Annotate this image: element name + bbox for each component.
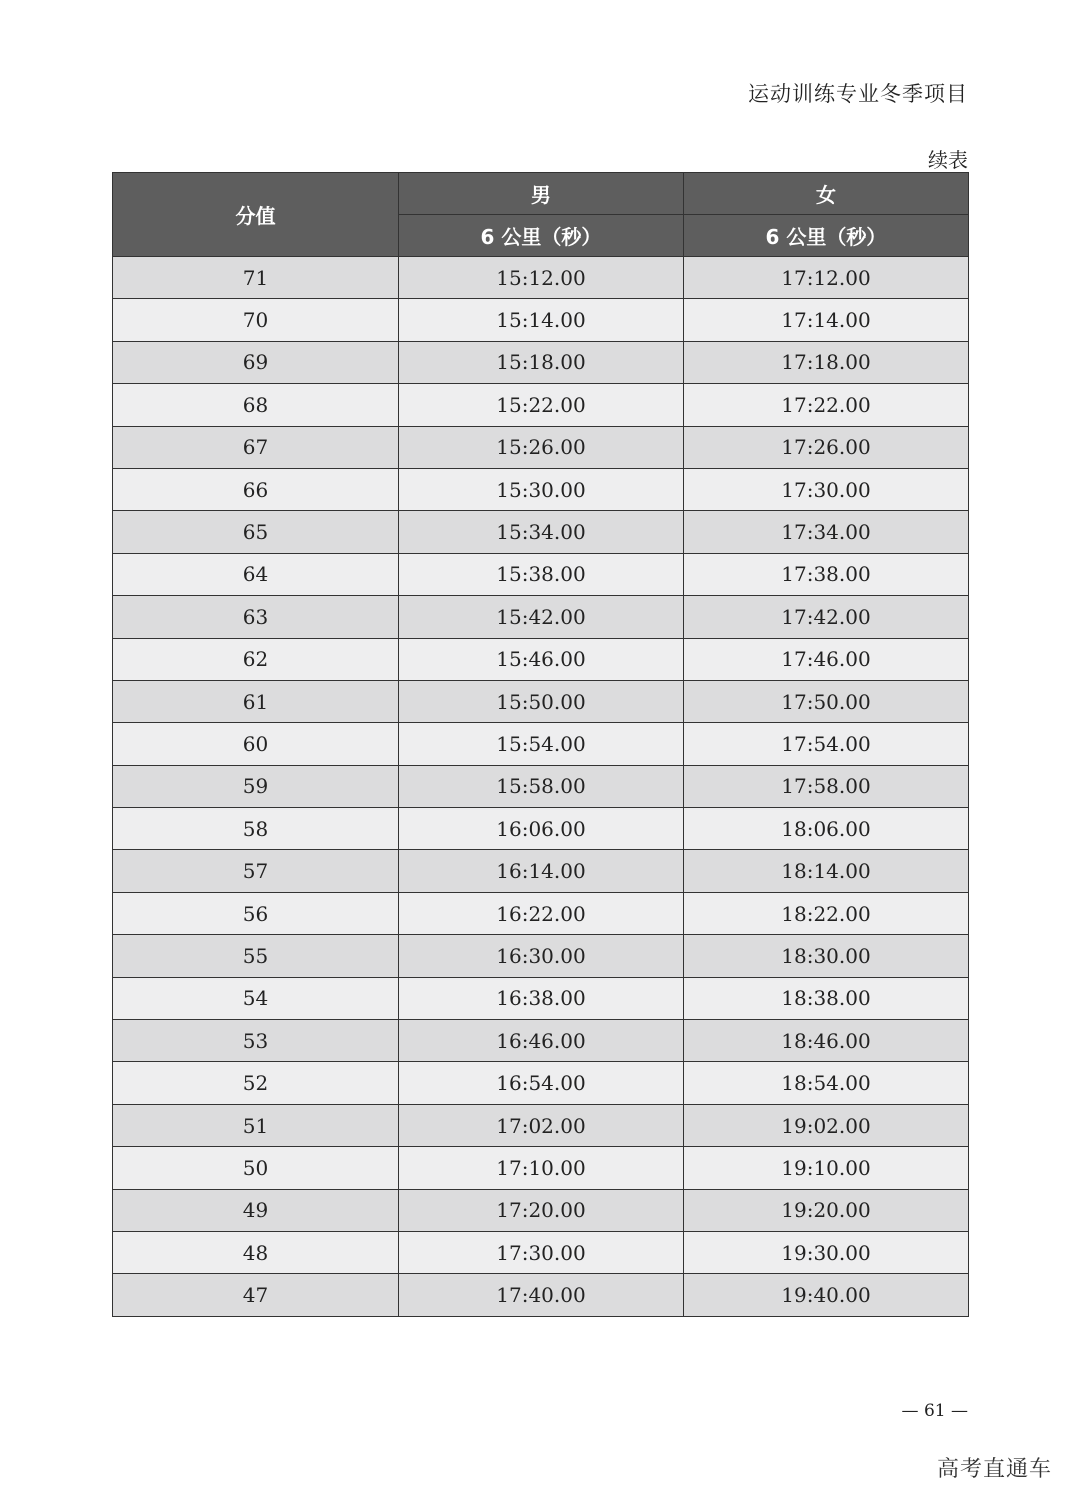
cell-score: 51 xyxy=(113,1104,399,1146)
cell-male-time: 15:12.00 xyxy=(399,257,684,299)
cell-female-time: 17:34.00 xyxy=(684,511,969,553)
cell-male-time: 15:54.00 xyxy=(399,723,684,765)
cell-female-time: 17:12.00 xyxy=(684,257,969,299)
header-male: 男 xyxy=(399,173,684,215)
table-row xyxy=(113,892,969,934)
cell-female-time: 18:38.00 xyxy=(684,977,969,1019)
cell-male-time: 15:14.00 xyxy=(399,299,684,341)
cell-male-time: 15:18.00 xyxy=(399,341,684,383)
cell-score: 67 xyxy=(113,426,399,468)
cell-female-time: 17:42.00 xyxy=(684,596,969,638)
cell-female-time: 17:22.00 xyxy=(684,384,969,426)
cell-score: 53 xyxy=(113,1020,399,1062)
cell-male-time: 15:46.00 xyxy=(399,638,684,680)
cell-score: 48 xyxy=(113,1231,399,1273)
cell-score: 49 xyxy=(113,1189,399,1231)
header-male-event: 6 公里（秒） xyxy=(399,215,684,257)
cell-female-time: 18:46.00 xyxy=(684,1020,969,1062)
cell-female-time: 18:06.00 xyxy=(684,808,969,850)
cell-male-time: 17:20.00 xyxy=(399,1189,684,1231)
cell-score: 58 xyxy=(113,808,399,850)
table-row xyxy=(113,257,969,299)
cell-male-time: 15:42.00 xyxy=(399,596,684,638)
cell-female-time: 17:38.00 xyxy=(684,553,969,595)
table-row xyxy=(113,511,969,553)
cell-female-time: 17:46.00 xyxy=(684,638,969,680)
table-row xyxy=(113,1062,969,1104)
cell-score: 55 xyxy=(113,935,399,977)
header-female-event: 6 公里（秒） xyxy=(684,215,969,257)
cell-male-time: 16:14.00 xyxy=(399,850,684,892)
cell-score: 68 xyxy=(113,384,399,426)
watermark: 高考直通车 xyxy=(936,1457,1052,1482)
cell-score: 56 xyxy=(113,892,399,934)
cell-score: 66 xyxy=(113,468,399,510)
cell-female-time: 18:14.00 xyxy=(684,850,969,892)
table-header xyxy=(113,173,969,257)
cell-male-time: 16:30.00 xyxy=(399,935,684,977)
table-row xyxy=(113,596,969,638)
header-row-gender xyxy=(113,173,969,215)
cell-female-time: 17:54.00 xyxy=(684,723,969,765)
cell-score: 59 xyxy=(113,765,399,807)
cell-female-time: 18:54.00 xyxy=(684,1062,969,1104)
cell-male-time: 16:22.00 xyxy=(399,892,684,934)
cell-score: 60 xyxy=(113,723,399,765)
header-score: 分值 xyxy=(113,173,399,257)
table-row xyxy=(113,1189,969,1231)
cell-male-time: 16:38.00 xyxy=(399,977,684,1019)
header-female: 女 xyxy=(684,173,969,215)
cell-male-time: 16:06.00 xyxy=(399,808,684,850)
table-body xyxy=(113,257,969,1317)
table-row xyxy=(113,299,969,341)
table-row xyxy=(113,808,969,850)
cell-male-time: 17:10.00 xyxy=(399,1147,684,1189)
cell-female-time: 19:20.00 xyxy=(684,1189,969,1231)
cell-male-time: 17:30.00 xyxy=(399,1231,684,1273)
cell-female-time: 19:40.00 xyxy=(684,1274,969,1316)
cell-score: 47 xyxy=(113,1274,399,1316)
cell-score: 62 xyxy=(113,638,399,680)
table-row xyxy=(113,850,969,892)
cell-score: 54 xyxy=(113,977,399,1019)
cell-male-time: 15:34.00 xyxy=(399,511,684,553)
table-row xyxy=(113,384,969,426)
cell-male-time: 15:50.00 xyxy=(399,680,684,722)
table-row xyxy=(113,1274,969,1316)
table-row xyxy=(113,341,969,383)
table-row xyxy=(113,553,969,595)
cell-score: 63 xyxy=(113,596,399,638)
cell-female-time: 19:02.00 xyxy=(684,1104,969,1146)
cell-score: 57 xyxy=(113,850,399,892)
cell-score: 61 xyxy=(113,680,399,722)
cell-female-time: 17:58.00 xyxy=(684,765,969,807)
cell-female-time: 17:30.00 xyxy=(684,468,969,510)
cell-score: 69 xyxy=(113,341,399,383)
cell-male-time: 17:02.00 xyxy=(399,1104,684,1146)
cell-female-time: 17:18.00 xyxy=(684,341,969,383)
cell-male-time: 15:58.00 xyxy=(399,765,684,807)
cell-female-time: 17:50.00 xyxy=(684,680,969,722)
cell-female-time: 18:30.00 xyxy=(684,935,969,977)
cell-male-time: 17:40.00 xyxy=(399,1274,684,1316)
table-row xyxy=(113,1231,969,1273)
table-row xyxy=(113,765,969,807)
table-row xyxy=(113,638,969,680)
cell-score: 52 xyxy=(113,1062,399,1104)
table-row xyxy=(113,1020,969,1062)
cell-male-time: 15:38.00 xyxy=(399,553,684,595)
table-row xyxy=(113,1147,969,1189)
table-row xyxy=(113,468,969,510)
cell-female-time: 17:14.00 xyxy=(684,299,969,341)
cell-score: 71 xyxy=(113,257,399,299)
continued-label: 续表 xyxy=(928,148,968,172)
cell-female-time: 17:26.00 xyxy=(684,426,969,468)
cell-male-time: 15:22.00 xyxy=(399,384,684,426)
cell-score: 65 xyxy=(113,511,399,553)
table-row xyxy=(113,1104,969,1146)
table-row xyxy=(113,680,969,722)
cell-female-time: 19:30.00 xyxy=(684,1231,969,1273)
table-row xyxy=(113,426,969,468)
cell-male-time: 15:26.00 xyxy=(399,426,684,468)
cell-female-time: 19:10.00 xyxy=(684,1147,969,1189)
cell-score: 64 xyxy=(113,553,399,595)
score-table xyxy=(112,172,969,1317)
cell-score: 50 xyxy=(113,1147,399,1189)
running-header: 运动训练专业冬季项目 xyxy=(748,82,968,106)
cell-male-time: 16:54.00 xyxy=(399,1062,684,1104)
cell-score: 70 xyxy=(113,299,399,341)
table-row xyxy=(113,935,969,977)
cell-male-time: 16:46.00 xyxy=(399,1020,684,1062)
cell-female-time: 18:22.00 xyxy=(684,892,969,934)
table-row xyxy=(113,977,969,1019)
cell-male-time: 15:30.00 xyxy=(399,468,684,510)
table-row xyxy=(113,723,969,765)
page-number: — 61 — xyxy=(901,1401,968,1421)
